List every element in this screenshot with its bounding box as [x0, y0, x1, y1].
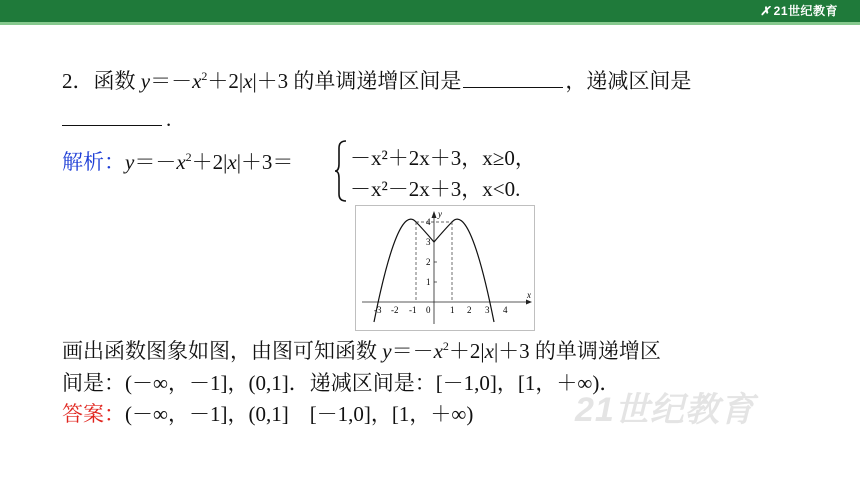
runner-logo-icon: ✗	[760, 4, 771, 18]
y-tick-2: 2	[426, 257, 431, 267]
y-axis-arrow	[432, 211, 437, 218]
answer-blank-decreasing	[62, 123, 162, 126]
explanation-line-2	[62, 372, 620, 395]
explanation-text-1-end: 的单调递增区	[534, 339, 661, 363]
y-axis-label: y	[438, 209, 442, 219]
question-line-2	[62, 108, 171, 131]
question-number: 2．	[62, 69, 94, 93]
brand-logo	[760, 2, 838, 19]
x-tick-minus1: -1	[409, 305, 417, 315]
top-header-bar	[0, 0, 860, 22]
explanation-text-2: 间是：(－∞，－1]，(0,1]．递减区间是：[－1,0]，[1，＋∞)．	[62, 371, 621, 395]
x-tick-4: 4	[503, 305, 508, 315]
solution-expression: $y=-x^2+2|x|+3=$	[125, 150, 294, 174]
watermark-logo: 21世纪教育	[575, 391, 755, 429]
piecewise-case-2: －x²－2x＋3，x<0.	[350, 177, 521, 201]
x-tick-minus2: -2	[391, 305, 399, 315]
question-text-2: 的单调递增区间是	[293, 69, 462, 93]
question-text-3: ，递减区间是	[565, 69, 692, 93]
answer-text: (－∞，－1]，(0,1] [－1,0]，[1，＋∞)	[125, 402, 474, 426]
x-tick-minus3: -3	[374, 305, 382, 315]
explanation-line-1	[62, 340, 661, 363]
solution-label: 解析：	[62, 150, 125, 174]
graph-svg	[356, 206, 534, 330]
function-expression-2: $y=-x^2+2|x|+3$	[382, 339, 530, 363]
solution-line	[62, 146, 293, 176]
explanation-text-1: 画出函数图象如图，由图可知函数	[62, 339, 377, 363]
y-tick-3: 3	[426, 237, 431, 247]
x-tick-3: 3	[485, 305, 490, 315]
question-text-1: 函数	[93, 69, 136, 93]
header-accent-stripe	[0, 22, 860, 25]
x-axis-arrow	[526, 300, 532, 305]
y-tick-1: 1	[426, 277, 431, 287]
piecewise-brace	[334, 140, 348, 202]
function-expression: $y=-x^2+2|x|+3$	[140, 69, 289, 93]
answer-line	[62, 403, 473, 426]
x-tick-1: 1	[450, 305, 455, 315]
x-tick-0: 0	[426, 305, 431, 315]
y-tick-4: 4	[426, 217, 431, 227]
question-line-1	[62, 70, 691, 93]
x-axis-label: x	[527, 290, 531, 300]
x-tick-2: 2	[467, 305, 472, 315]
function-graph	[355, 205, 535, 331]
piecewise-case-1: －x²＋2x＋3，x≥0，	[350, 146, 536, 170]
question-text-4: .	[166, 107, 172, 131]
brand-text: 21世纪教育	[773, 4, 838, 18]
answer-label: 答案：	[62, 402, 125, 426]
answer-blank-increasing	[463, 85, 563, 88]
